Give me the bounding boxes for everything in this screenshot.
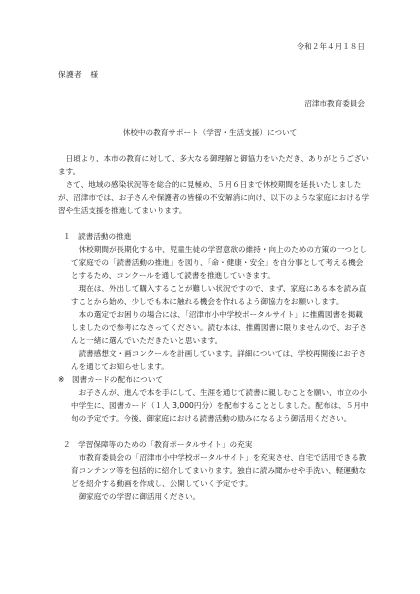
- section-1-heading: １ 読書活動の推進: [63, 232, 132, 241]
- section-1-paragraph-4: 読書感想文・画コンクールを計画しています。詳細については、学校再開後にお子さんを通じてお知らせします。: [71, 349, 367, 371]
- section-1-paragraph-1: 休校期間が長期化する中、児童生徒の学習意欲の維持・向上のための方策の一つとして家庭での「読書活動の推進」を図り、「命・健康・安全」を自分事として考える機会とするため、コンクールを通して読書を推進していきます。: [71, 245, 368, 280]
- section-1-paragraph-3: 本の選定でお困りの場合には、「沼津市小中学校ポータルサイト」に推薦図書を掲載しましたので参考になさってください。読む本は、推薦図書に限りませんので、お子さんと一緒に選んでいただきたいと思います。: [71, 310, 367, 345]
- note-paragraph-1: お子さんが、進んで本を手にして、生涯を通じて読書に親しむことを願い、市立の小中学生に、図書カード（１人 3,000円分）を配布することとしました。配布は、５月中旬の予定です。今後、御家庭における読書活動の励みになるよう御活用ください。: [71, 388, 369, 423]
- intro-paragraph-2: さて、地域の感染状況等を総合的に見極め、５月６日まで休校期間を延長いたしましたが、沼津市では、お子さんや保護者の皆様の不安解消に向け、以下のような家庭における学習や生活支援を推進してまいります。: [58, 180, 370, 215]
- section-1-paragraph-2: 現在は、外出して購入することが難しい状況ですので、まず、家庭にある本を読み直すことから始め、少しでも本に触れる機会を作れるよう御協力をお願いします。: [71, 284, 367, 306]
- section-2-paragraph-2: 御家庭での学習に御活用ください。: [78, 492, 201, 501]
- section-2-body: [58, 451, 370, 503]
- spacer: [58, 217, 370, 230]
- document-date: 令和２年４月１８日: [296, 42, 365, 51]
- spacer: [58, 425, 370, 438]
- note-body: [58, 386, 370, 425]
- note-heading: ※ 図書カードの配布について: [58, 375, 163, 384]
- document-title: 休校中の教育サポート（学習・生活支援）について: [122, 128, 298, 137]
- addressee: 保護者 様: [58, 70, 99, 79]
- section-1-body: [58, 243, 370, 373]
- document-body: [58, 152, 370, 503]
- section-2-paragraph-1: 市教育委員会の「沼津市小中学校ポータルサイト」を充実させ、自宅で活用できる教育コンテンツ等を包括的に紹介してまいります。独自に読み聞かせや手洗い、軽運動などを紹介する動画を作成し、公開していく予定です。: [71, 453, 367, 488]
- section-2-heading: ２ 学習保障等のための「教育ポータルサイト」の充実: [63, 440, 253, 449]
- sender-organization: 沼津市教育委員会: [304, 99, 365, 108]
- intro-paragraph-1: 日頃より、本市の教育に対して、多大なる御理解と御協力をいただき、ありがとうございます。: [58, 154, 369, 176]
